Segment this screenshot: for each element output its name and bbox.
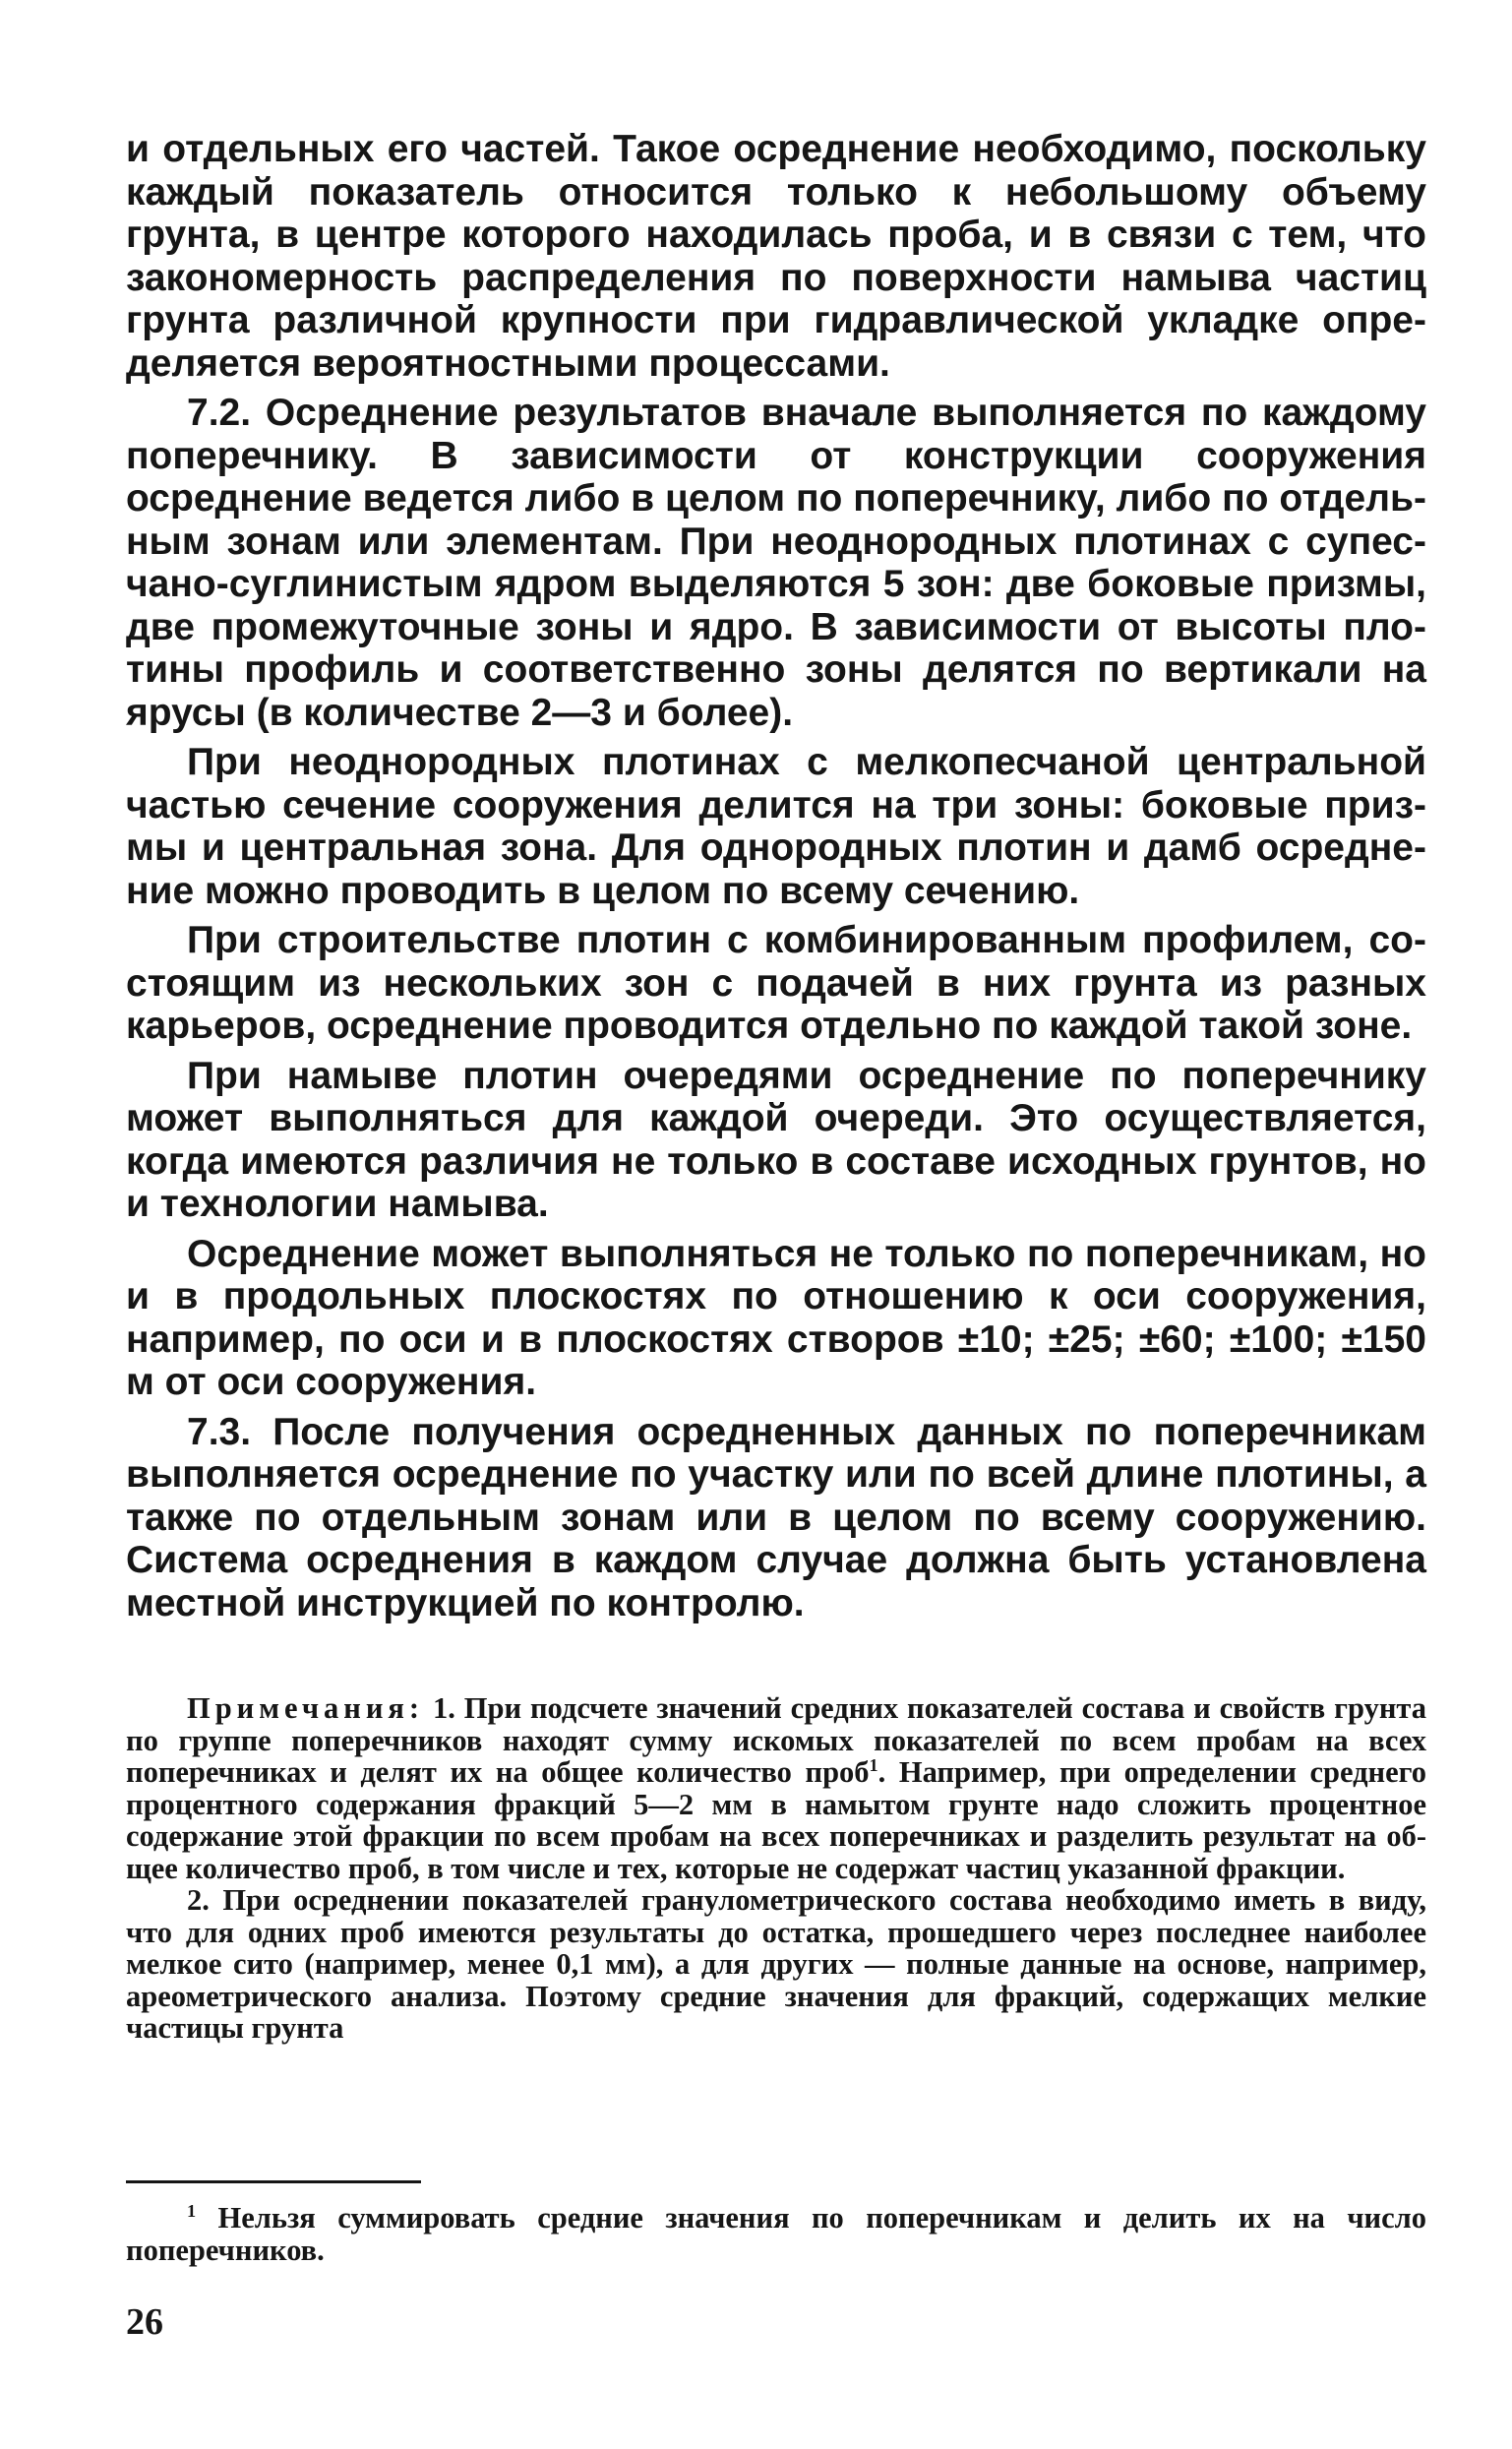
paragraph: При намыве плотин очередями осреднение по поперечнику может выполняться для каждой очереди. Это осуществляется, когда имеются различия не только в составе исходных грунтов, но и технологии намыва.	[126, 1054, 1426, 1225]
footnote-text: Нельзя суммировать средние значения по поперечникам и делить их на число поперечников.	[126, 2201, 1426, 2267]
page-number: 26	[126, 2301, 163, 2343]
note-1	[126, 1692, 1426, 1884]
note-2: 2. При осреднении показателей гранулометрического состава необходимо иметь в виду, что для одних проб имеются результаты до остатка, прошедшего через последнее наиболее мелкое сито (например, менее 0,1 мм), а для других — полные данные на основе, например, ареометрического анализа. Поэтому средние значения для фракций, содержащих мелкие частицы грунта	[126, 1883, 1426, 2045]
footnote	[126, 2202, 1426, 2267]
paragraph: и отдельных его частей. Такое осреднение необходимо, поскольку каждый показатель относится только к небольшому объему грунта, в центре которого находилась проба, и в связи с тем, что закономерность распределения по поверхности намыва частиц грунта различной крупности при гидравлической укладке определяется вероятностными процессами.	[126, 128, 1426, 385]
note-1-text: 1. При подсчете значений средних показателей состава и свойств грунта по группе поперечников находят сумму искомых показателей по всем пробам на всех поперечниках и делят их на общее количество проб	[126, 1691, 1427, 1789]
paragraph: При неоднородных плотинах с мелкопесчаной центральной частью сечение сооружения делится на три зоны: боковые призмы и центральная зона. Для однородных плотин и дамб осреднение можно проводить в целом по всему сечению.	[126, 741, 1426, 912]
main-text	[126, 128, 1426, 1624]
footnote-marker: 1	[187, 2200, 197, 2221]
paragraph: При строительстве плотин с комбинированным профилем, состоящим из нескольких зон с подачей в них грунта из разных карьеров, осреднение проводится отдельно по каждой такой зоне.	[126, 919, 1426, 1047]
notes-heading: Примечания:	[187, 1691, 425, 1725]
paragraph-7-3: 7.3. После получения осредненных данных по поперечникам выполняется осреднение по участку или по всей длине плотины, а также по отдельным зонам или в целом по всему сооружению. Система осреднения в каждом случае должна быть установлена местной инструкцией по контролю.	[126, 1410, 1426, 1624]
note-1-text-continued: . Например, при определении среднего процентного содержания фракций 5—2 мм в намытом грунте надо сложить процентное содержание этой фракции по всем пробам на всех поперечниках и разделить результат на общее количество проб, в том числе и тех, которые не содержат частиц указанной фракции.	[126, 1755, 1426, 1885]
footnote-divider	[126, 2180, 421, 2183]
paragraph-7-2: 7.2. Осреднение результатов вначале выполняется по каждому поперечнику. В зависимости от конструкции сооружения осреднение ведется либо в целом по поперечнику, либо по отдельным зонам или элементам. При неоднородных плотинах с супесчано-суглинистым ядром выделяются 5 зон: две боковые призмы, две промежуточные зоны и ядро. В зависимости от высоты плотины профиль и соответственно зоны делятся по вертикали на ярусы (в количестве 2—3 и более).	[126, 392, 1426, 734]
paragraph: Осреднение может выполняться не только по поперечникам, но и в продольных плоскостях по отношению к оси сооружения, например, по оси и в плоскостях створов ±10; ±25; ±60; ±100; ±150 м от оси сооружения.	[126, 1232, 1426, 1403]
notes-block	[126, 1692, 1426, 2045]
footnote-reference: 1	[869, 1754, 878, 1775]
